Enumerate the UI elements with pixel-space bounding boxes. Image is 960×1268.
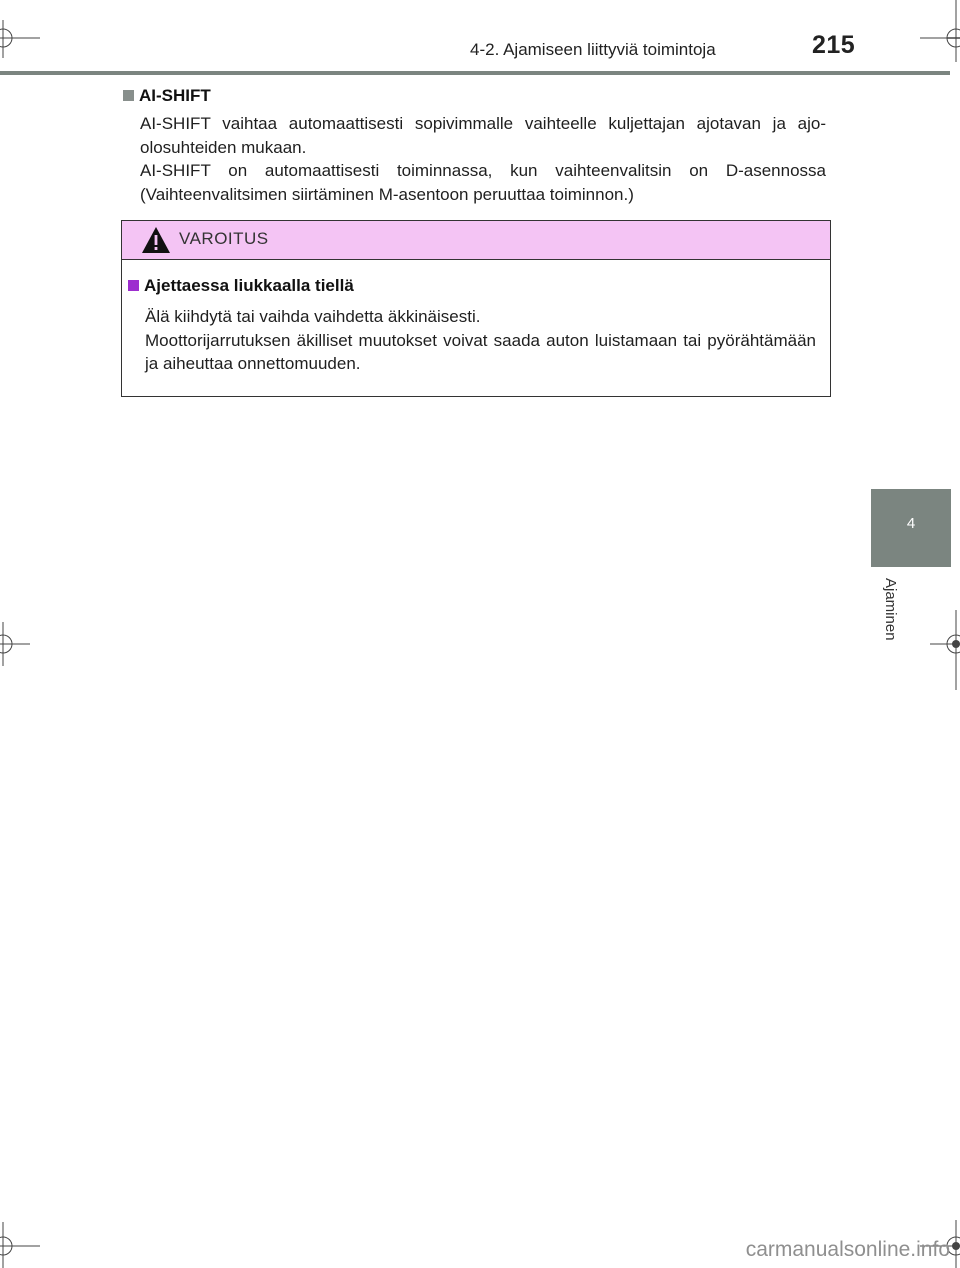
chapter-tab	[871, 489, 951, 567]
crop-mark-mid-right	[920, 610, 960, 690]
section-body	[140, 112, 826, 206]
section-heading-text: AI-SHIFT	[139, 86, 211, 105]
warning-body	[145, 305, 816, 376]
page-number: 215	[812, 31, 856, 59]
crop-mark-mid-left	[0, 614, 40, 674]
warning-header	[122, 221, 830, 260]
header-title: 4-2. Ajamiseen liittyviä toimintoja	[470, 40, 716, 59]
crop-mark-top-left	[0, 0, 40, 70]
warning-paragraph: Moottorijarrutuksen äkilliset muutokset voivat saada auton luistamaan tai pyörähtämään ja aiheuttaa onnettomuuden.	[145, 330, 816, 373]
warning-heading	[128, 276, 354, 296]
warning-paragraph: Älä kiihdytä tai vaihda vaihdetta äkkinäisesti.	[145, 307, 481, 326]
chapter-label-text: Ajaminen	[882, 578, 899, 641]
crop-mark-bottom-left	[0, 1208, 40, 1268]
warning-heading-text: Ajettaessa liukkaalla tiellä	[144, 276, 354, 295]
crop-mark-top-right	[920, 0, 960, 70]
warning-label: VAROITUS	[179, 229, 269, 248]
chapter-label	[877, 578, 903, 668]
section-paragraph: AI-SHIFT on automaattisesti toiminnassa, kun vaihteenvalitsin on D-asennossa (Vaihteenvalitsimen siirtäminen M-asentoon peruuttaa toiminnon.)	[140, 161, 826, 204]
square-bullet-icon	[123, 90, 134, 101]
header-rule	[0, 71, 950, 75]
warning-triangle-icon	[141, 226, 171, 254]
square-bullet-icon	[128, 280, 139, 291]
section-heading	[123, 86, 211, 106]
warning-box	[121, 220, 831, 397]
chapter-tab-number: 4	[906, 515, 916, 532]
watermark: carmanualsonline.info	[745, 1238, 950, 1261]
section-paragraph: AI-SHIFT vaihtaa automaattisesti sopivimmalle vaihteelle kuljettajan ajotavan ja ajo-olosuhteiden mukaan.	[140, 114, 826, 157]
